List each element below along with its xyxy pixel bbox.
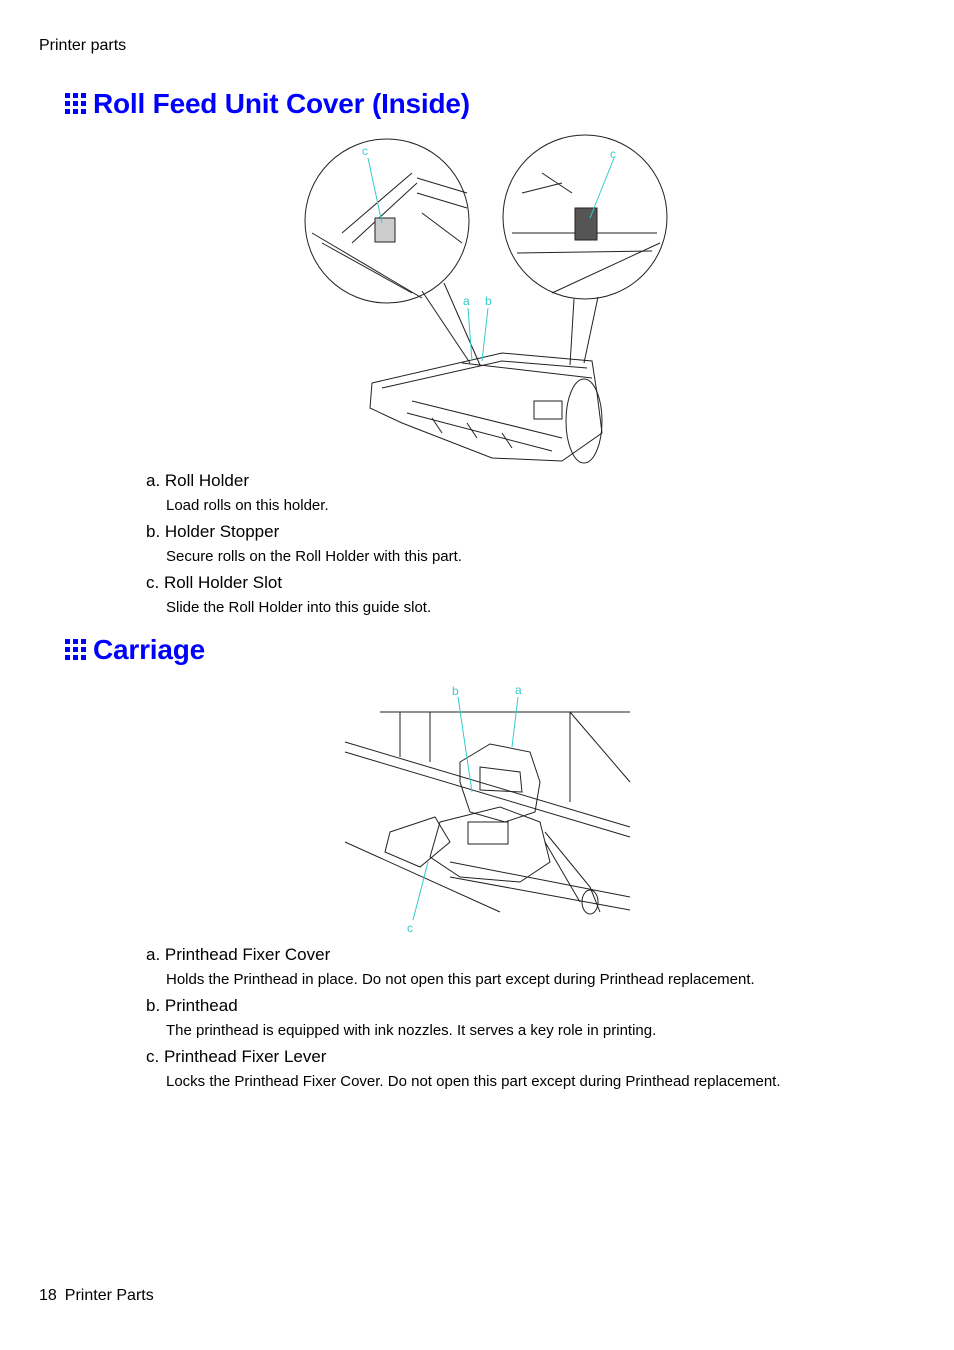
roll-feed-part-list — [146, 470, 906, 623]
section-title-roll-feed — [65, 88, 470, 120]
item-term: b. Holder Stopper — [146, 522, 280, 541]
section-title-carriage — [65, 634, 205, 666]
item-desc: Slide the Roll Holder into this guide slot. — [166, 599, 432, 616]
item-term: a. Roll Holder — [146, 471, 249, 490]
callout-a: a — [515, 683, 522, 697]
callout-c-left: c — [362, 144, 368, 158]
callout-b: b — [452, 684, 459, 698]
callout-a: a — [463, 294, 470, 308]
footer-section: Printer Parts — [64, 1287, 154, 1304]
carriage-part-list — [146, 944, 906, 1097]
item-desc: Load rolls on this holder. — [166, 497, 329, 514]
item-term: b. Printhead — [146, 996, 238, 1015]
item-term: c. Printhead Fixer Lever — [146, 1047, 327, 1066]
carriage-illustration — [340, 682, 632, 936]
item-desc: The printhead is equipped with ink nozzles. It serves a key role in printing. — [166, 1022, 657, 1039]
page-footer — [39, 1287, 162, 1305]
item-desc: Holds the Printhead in place. Do not open this part except during Printhead replacement. — [166, 971, 755, 988]
grid-icon — [65, 93, 87, 115]
section-title-text: Roll Feed Unit Cover (Inside) — [93, 88, 470, 119]
callout-b: b — [485, 294, 492, 308]
callout-c: c — [407, 921, 413, 935]
item-desc: Secure rolls on the Roll Holder with this part. — [166, 548, 462, 565]
callout-c-right: c — [610, 147, 616, 161]
roll-feed-unit-illustration — [302, 133, 672, 465]
page-number: 18 — [39, 1287, 57, 1304]
grid-icon — [65, 639, 87, 661]
item-term: c. Roll Holder Slot — [146, 573, 283, 592]
running-header: Printer parts — [39, 37, 127, 54]
item-desc: Locks the Printhead Fixer Cover. Do not open this part except during Printhead replacement. — [166, 1073, 781, 1090]
item-term: a. Printhead Fixer Cover — [146, 945, 331, 964]
section-title-text: Carriage — [93, 634, 206, 665]
